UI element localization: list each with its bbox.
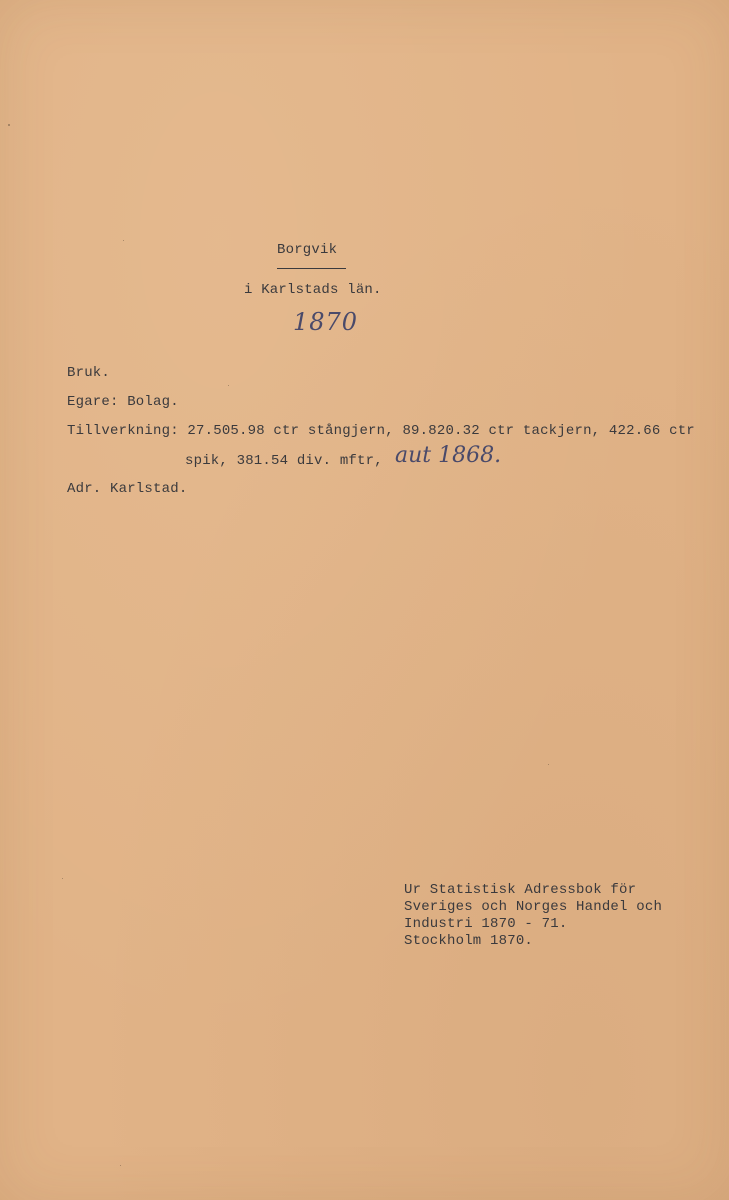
source-line-2: Sveriges och Norges Handel och: [404, 899, 663, 915]
paper-speck: [228, 385, 229, 386]
source-line-3: Industri 1870 - 71.: [404, 916, 568, 932]
handwritten-year: 1870: [293, 308, 359, 336]
title-underline: [277, 268, 346, 269]
address-line: Adr. Karlstad.: [67, 481, 188, 497]
paper-speck: [120, 1165, 121, 1166]
paper-speck: [548, 764, 549, 765]
entry-type: Bruk.: [67, 365, 111, 381]
owner-line: Egare: Bolag.: [67, 394, 179, 410]
region-line: i Karlstads län.: [244, 282, 382, 298]
production-line-1: Tillverkning: 27.505.98 ctr stångjern, 89.820.32 ctr tackjern, 422.66 ctr: [67, 423, 695, 439]
source-line-1: Ur Statistisk Adressbok för: [404, 882, 637, 898]
handwritten-production-note: aut 1868.: [395, 443, 502, 468]
production-line-2: spik, 381.54 div. mftr,: [185, 453, 383, 469]
paper-speck: [123, 240, 124, 241]
paper-speck: [62, 878, 63, 879]
paper-speck: [8, 124, 10, 126]
source-line-4: Stockholm 1870.: [404, 933, 534, 949]
document-title: Borgvik: [277, 242, 338, 258]
